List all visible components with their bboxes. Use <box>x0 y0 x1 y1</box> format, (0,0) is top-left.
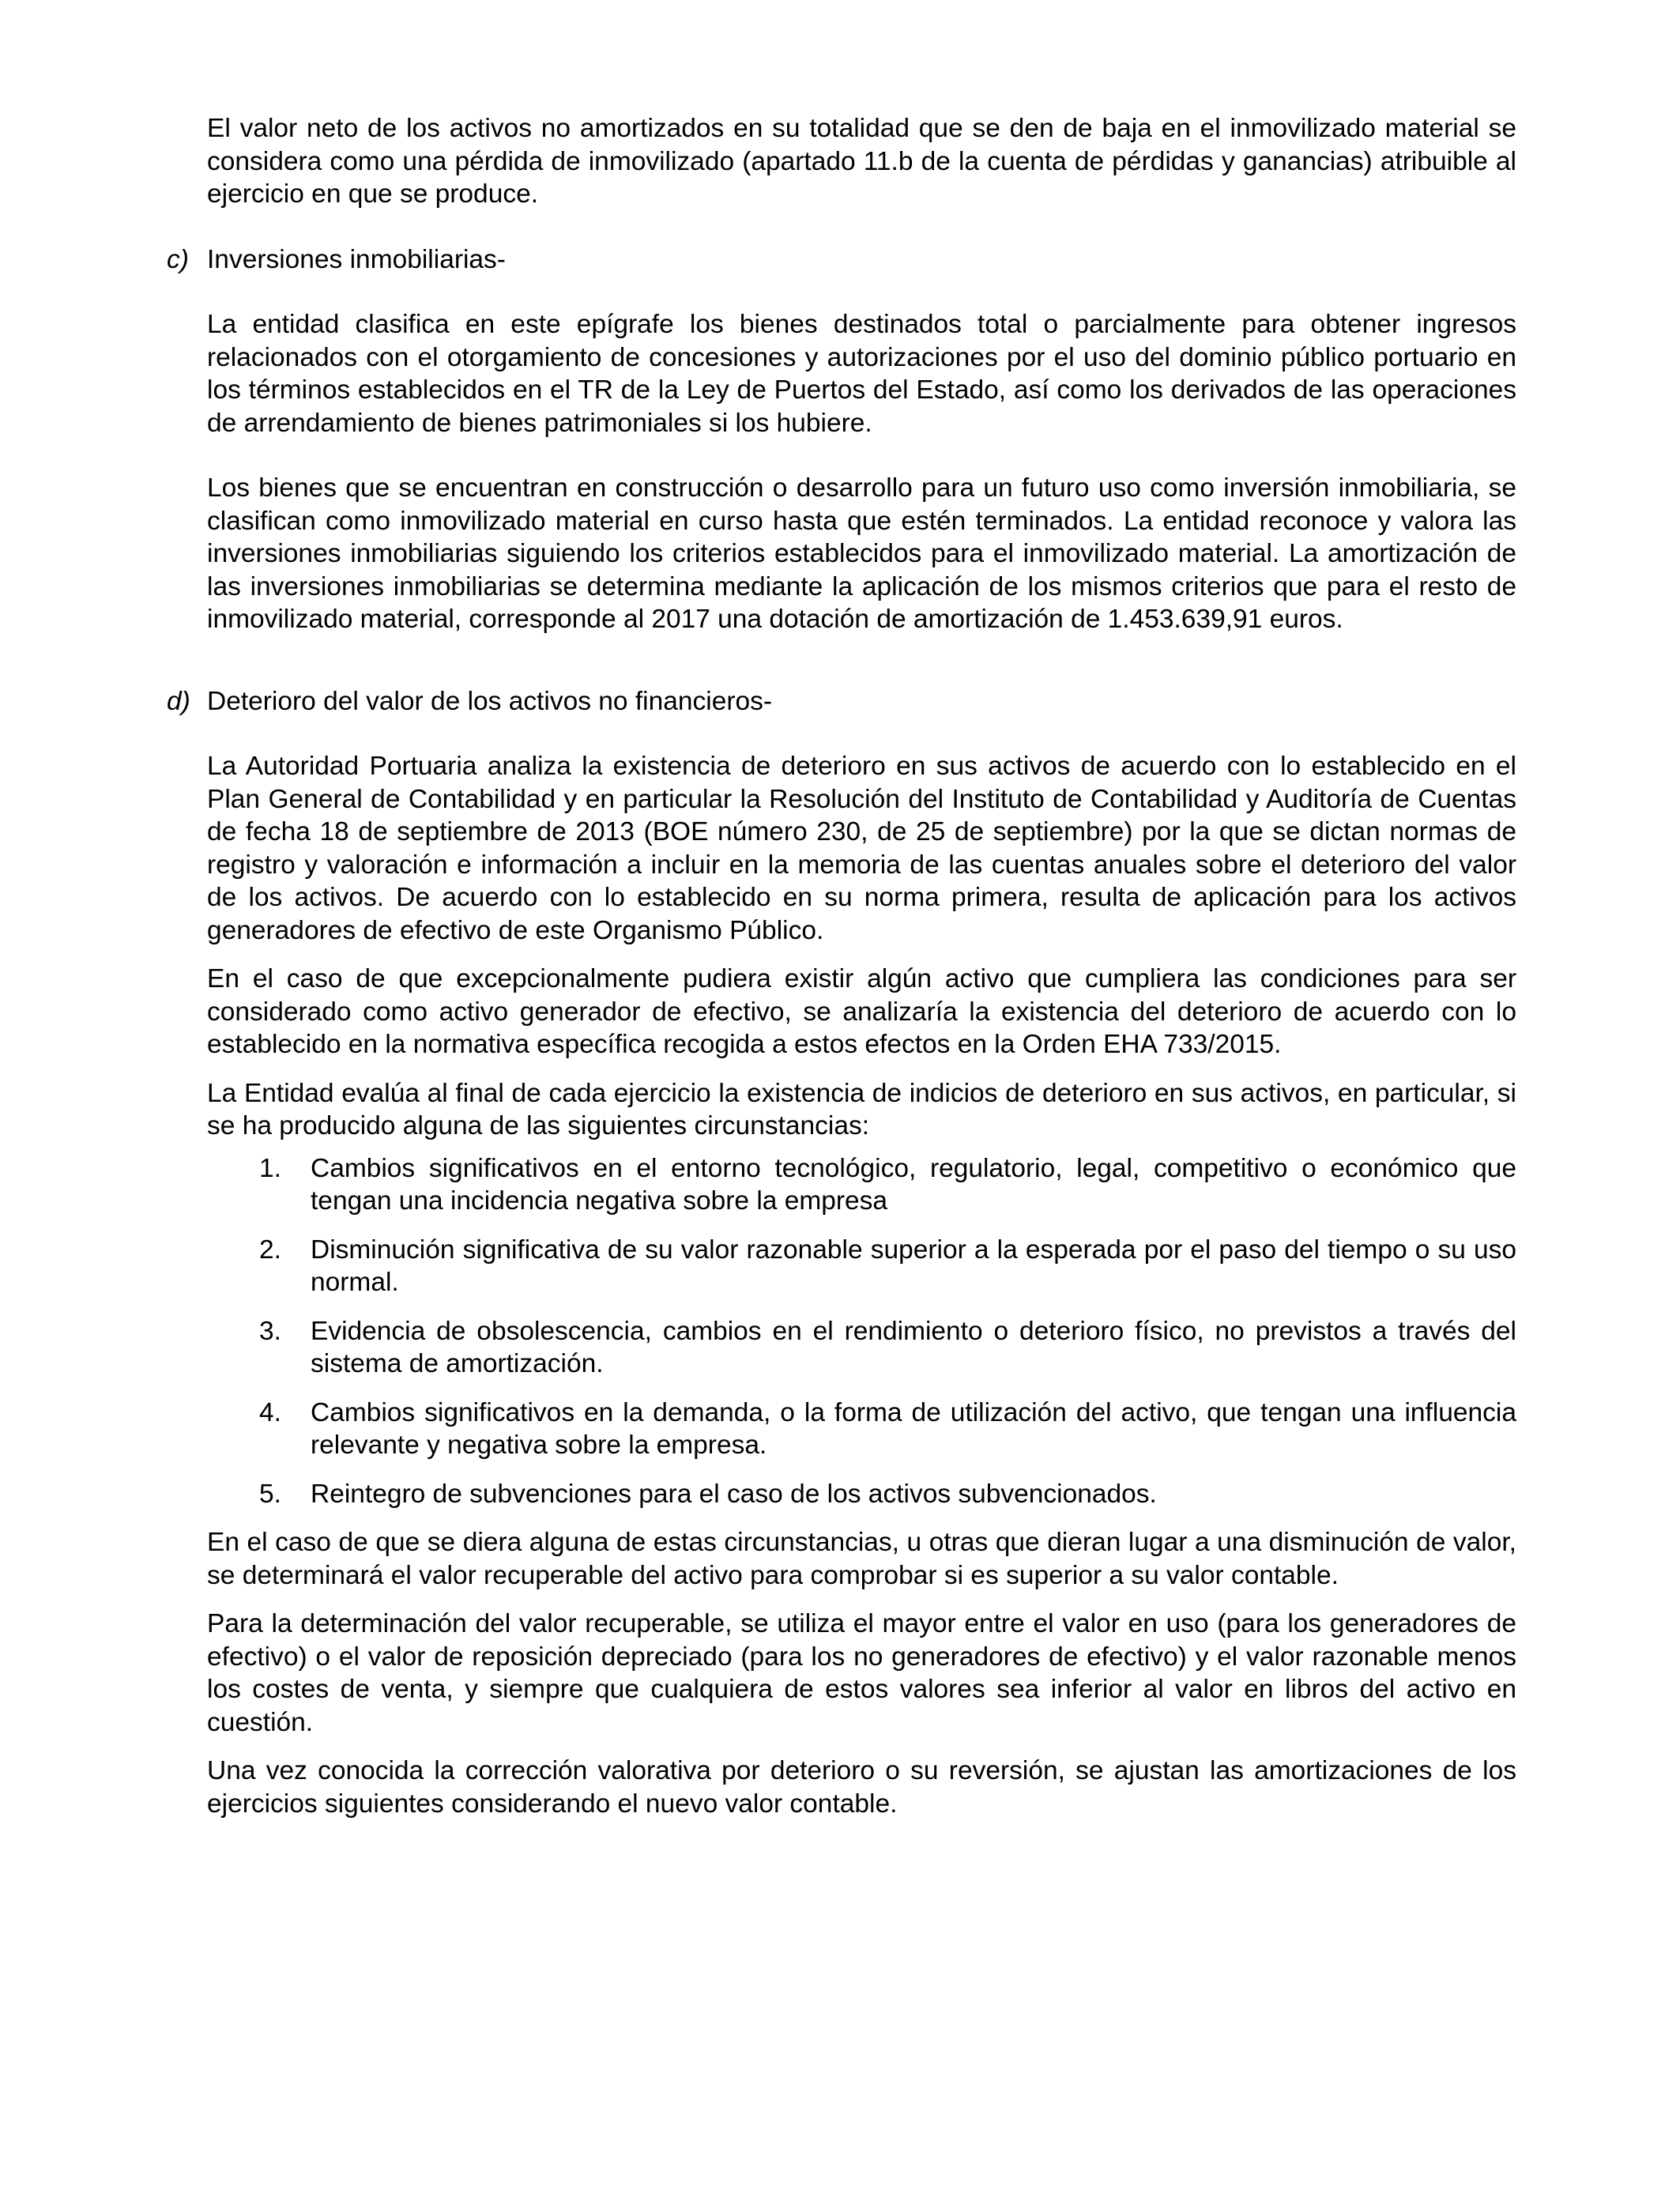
section-d-paragraph-2: En el caso de que excepcionalmente pudiera existir algún activo que cumpliera las condiciones para ser considerado como activo generador de efectivo, se analizaría la existencia del deterioro de acuerdo con lo establecido en la normativa específica recogida a estos efectos en la Orden EHA 733/2015. <box>207 964 1516 1059</box>
list-item <box>207 1397 1516 1462</box>
section-d-heading <box>167 685 1516 718</box>
list-item <box>207 1152 1516 1218</box>
section-d-paragraph-5: Para la determinación del valor recuperable, se utiliza el mayor entre el valor en uso (para los generadores de efectivo) o el valor de reposición depreciado (para los no generadores de efectivo) y el valor razonable menos los costes de venta, y siempre que cualquiera de estos valores sea inferior al valor en libros del activo en cuestión. <box>207 1609 1516 1737</box>
list-item-text: Disminución significativa de su valor razonable superior a la esperada por el paso del tiempo o su uso normal. <box>311 1235 1516 1297</box>
list-item-number: 5. <box>259 1479 281 1509</box>
list-item <box>207 1234 1516 1299</box>
intro-paragraph: El valor neto de los activos no amortizados en su totalidad que se den de baja en el inmovilizado material se considera como una pérdida de inmovilizado (apartado 11.b de la cuenta de pérdidas y ganancias) atribuible al ejercicio en que se produce. <box>207 114 1516 209</box>
section-d-paragraph-3: La Entidad evalúa al final de cada ejercicio la existencia de indicios de deterioro en sus activos, en particular, si se ha producido alguna de las siguientes circunstancias: <box>207 1078 1516 1140</box>
list-item-text: Cambios significativos en la demanda, o la forma de utilización del activo, que tengan una influencia relevante y negativa sobre la empresa. <box>311 1397 1516 1460</box>
list-item-text: Evidencia de obsolescencia, cambios en el rendimiento o deterioro físico, no previstos a través del sistema de amortización. <box>311 1316 1516 1378</box>
section-c-paragraph-2: Los bienes que se encuentran en construcción o desarrollo para un futuro uso como inversión inmobiliaria, se clasifican como inmovilizado material en curso hasta que estén terminados. La entidad reconoce y valora las inversiones inmobiliarias siguiendo los criterios establecidos para el inmovilizado material. La amortización de las inversiones inmobiliarias se determina mediante la aplicación de los mismos criterios que para el resto de inmovilizado material, corresponde al 2017 una dotación de amortización de 1.453.639,91 euros. <box>207 473 1516 634</box>
list-item-text: Reintegro de subvenciones para el caso de los activos subvencionados. <box>311 1479 1157 1509</box>
list-item-number: 2. <box>259 1235 281 1265</box>
section-c-title: Inversiones inmobiliarias- <box>207 244 506 274</box>
list-item <box>207 1315 1516 1381</box>
list-item-number: 3. <box>259 1316 281 1346</box>
section-d-paragraph-4: En el caso de que se diera alguna de estas circunstancias, u otras que dieran lugar a una disminución de valor, se determinará el valor recuperable del activo para comprobar si es superior a su valor contable. <box>207 1528 1516 1590</box>
section-c-paragraph-1: La entidad clasifica en este epígrafe los bienes destinados total o parcialmente para obtener ingresos relacionados con el otorgamiento de concesiones y autorizaciones por el uso del dominio público portuario en los términos establecidos en el TR de la Ley de Puertos del Estado, así como los derivados de las operaciones de arrendamiento de bienes patrimoniales si los hubiere. <box>207 310 1516 438</box>
list-item-text: Cambios significativos en el entorno tecnológico, regulatorio, legal, competitivo o económico que tengan una incidencia negativa sobre la empresa <box>311 1153 1516 1216</box>
circumstances-list <box>207 1152 1516 1511</box>
section-c-heading <box>167 243 1516 277</box>
section-c-letter: c) <box>167 244 189 274</box>
list-item <box>207 1478 1516 1511</box>
document-body <box>167 112 1516 1820</box>
list-item-number: 4. <box>259 1397 281 1427</box>
section-d-title: Deterioro del valor de los activos no financieros- <box>207 686 773 716</box>
section-d-paragraph-1: La Autoridad Portuaria analiza la existencia de deterioro en sus activos de acuerdo con lo establecido en el Plan General de Contabilidad y en particular la Resolución del Instituto de Contabilidad y Auditoría de Cuentas de fecha 18 de septiembre de 2013 (BOE número 230, de 25 de septiembre) por la que se dictan normas de registro y valoración e información a incluir en la memoria de las cuentas anuales sobre el deterioro del valor de los activos. De acuerdo con lo establecido en su norma primera, resulta de aplicación para los activos generadores de efectivo de este Organismo Público. <box>207 752 1516 945</box>
section-d-paragraph-6: Una vez conocida la corrección valorativa por deterioro o su reversión, se ajustan las amortizaciones de los ejercicios siguientes considerando el nuevo valor contable. <box>207 1756 1516 1819</box>
section-d-letter: d) <box>167 686 190 716</box>
list-item-number: 1. <box>259 1153 281 1183</box>
